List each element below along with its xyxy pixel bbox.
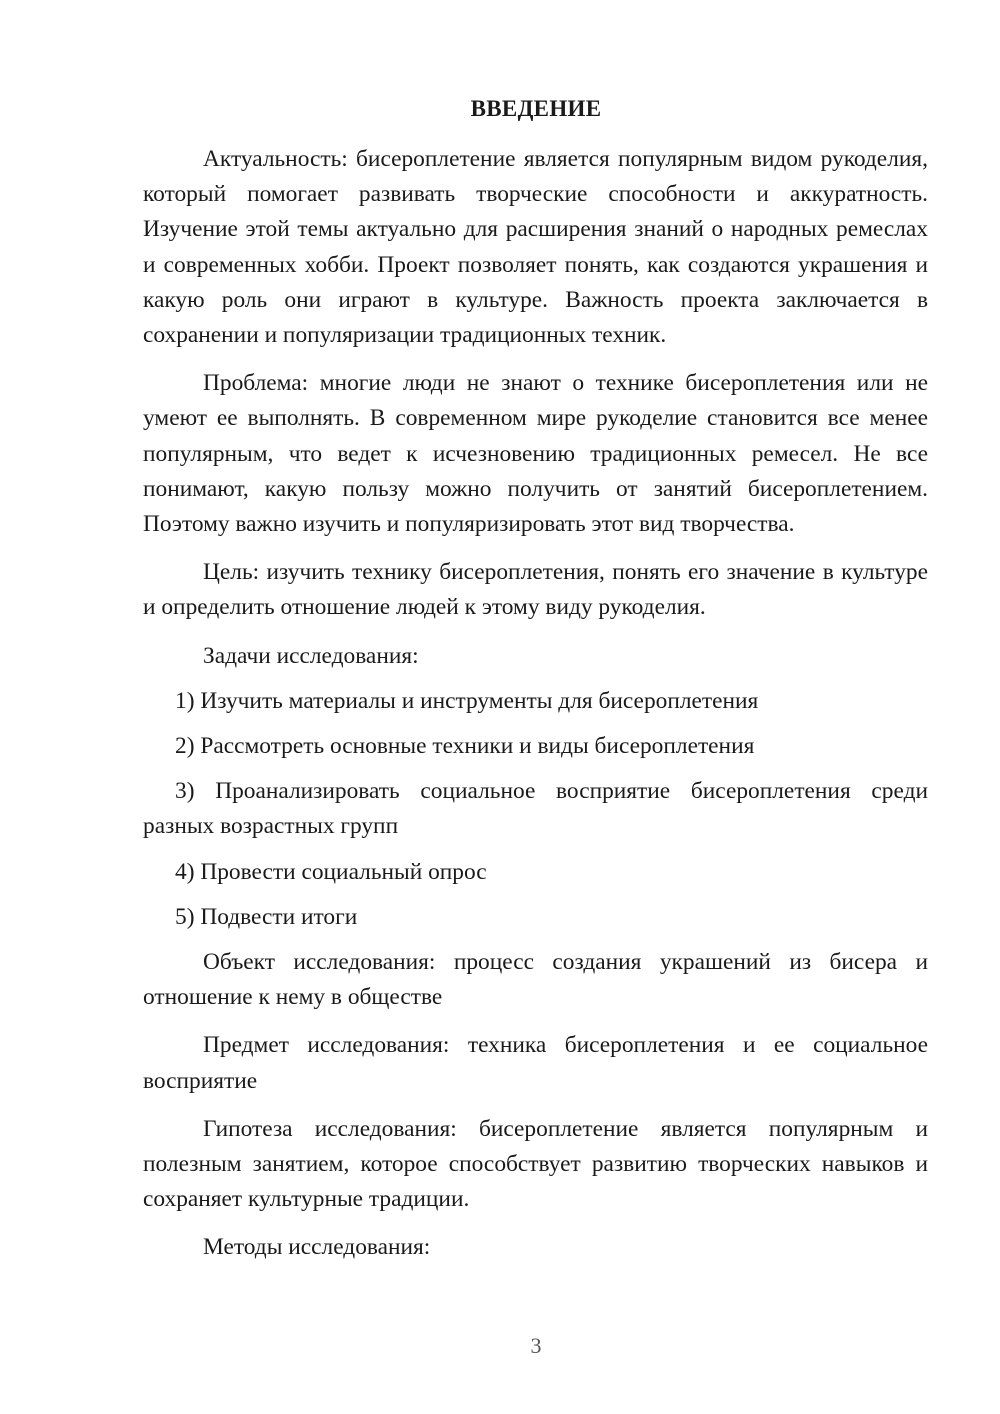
task-item-4: 4) Провести социальный опрос [175,858,487,885]
subject-paragraph: Предмет исследования: техника бисероплетения и ее социальное восприятие [143,1032,928,1094]
goal-paragraph: Цель: изучить технику бисероплетения, понять его значение в культуре и определить отношение людей к этому виду рукоделия. [143,559,928,621]
object-paragraph: Объект исследования: процесс создания украшений из бисера и отношение к нему в обществе [143,949,928,1011]
task-item-3: 3) Проанализировать социальное восприятие бисероплетения среди разных возрастных групп [143,778,928,840]
page-title: ВВЕДЕНИЕ [470,96,602,121]
document-body [143,142,928,1276]
relevance-paragraph: Актуальность: бисероплетение является популярным видом рукоделия, который помогает развивать творческие способности и аккуратность. Изучение этой темы актуально для расширения знаний о народных ремеслах и современных хобби. Проект позволяет понять, как создаются украшения и какую роль они играют в культуре. Важность проекта заключается в сохранении и популяризации традиционных техник. [143,146,928,349]
methods-heading: Методы исследования: [203,1234,431,1261]
task-item-5: 5) Подвести итоги [175,903,358,930]
problem-paragraph: Проблема: многие люди не знают о технике бисероплетения или не умеют ее выполнять. В современном мире рукоделие становится все менее популярным, что ведет к исчезновению традиционных ремесел. Не все понимают, какую пользу можно получить от занятий бисероплетением. Поэтому важно изучить и популяризировать этот вид творчества. [143,370,928,538]
hypothesis-paragraph: Гипотеза исследования: бисероплетение является популярным и полезным занятием, которое способствует развитию творческих навыков и сохраняет культурные традиции. [143,1115,928,1213]
tasks-heading: Задачи исследования: [203,642,419,669]
task-item-1: 1) Изучить материалы и инструменты для бисероплетения [175,687,759,714]
page-number: 3 [530,1333,542,1358]
task-item-2: 2) Рассмотреть основные техники и виды бисероплетения [175,733,755,760]
